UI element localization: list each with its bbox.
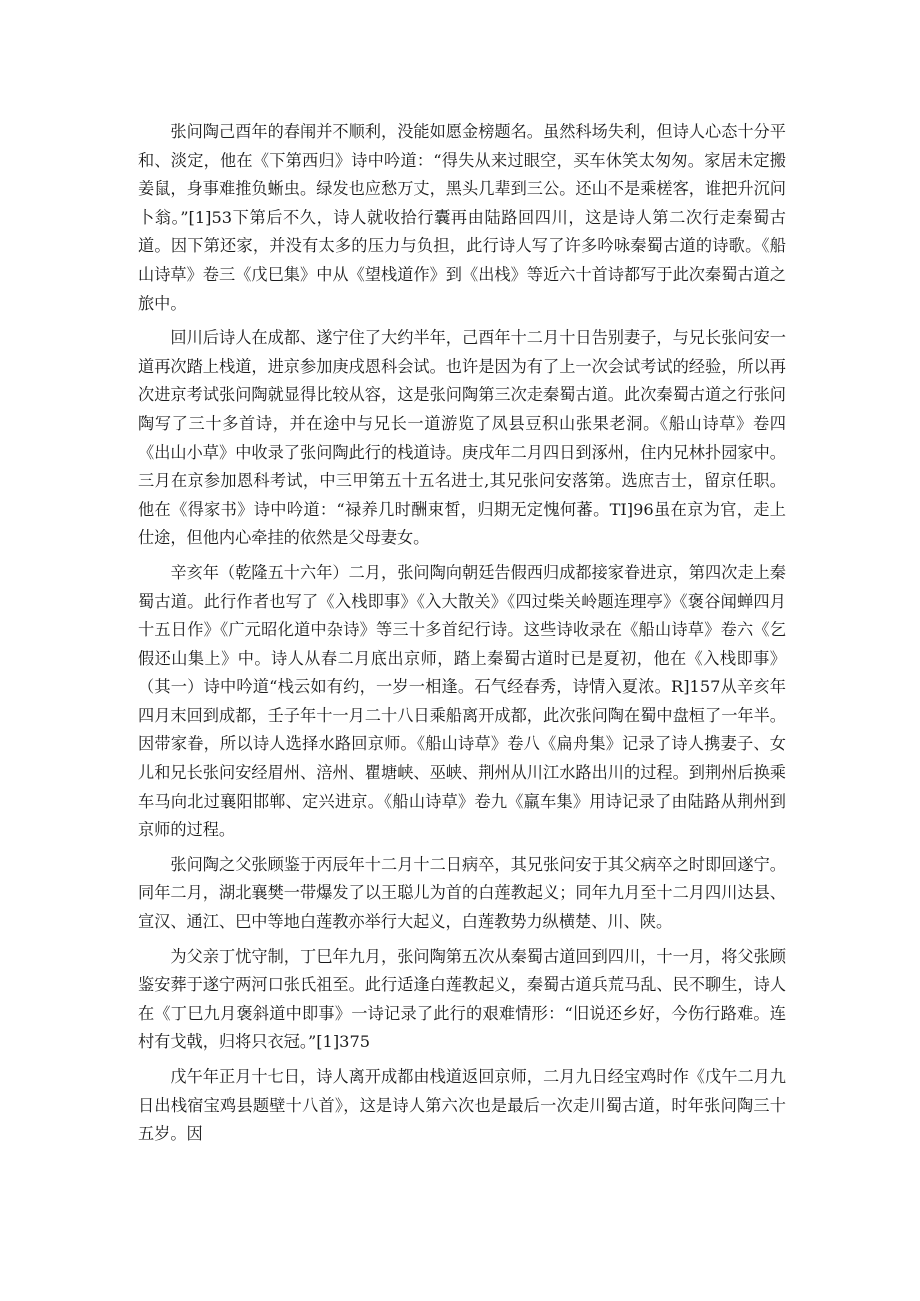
paragraph-3: 辛亥年（乾隆五十六年）二月，张问陶向朝廷告假西归成都接家眷进京，第四次走上秦蜀古道。此行作者也写了《入栈即事》《入大散关》《四过柴关岭题连理亭》《褒谷闻蝉四月十五日作》《广元昭化道中杂诗》等三十多首纪行诗。这些诗收录在《船山诗草》卷六《乞假还山集上》中。诗人从春二月底出京师，踏上秦蜀古道时已是夏初，他在《入栈即事》（其一）诗中吟道“栈云如有约，一岁一相逢。石气经春秀，诗情入夏浓。R]157从辛亥年四月末回到成都，壬子年十一月二十八日乘船离开成都，此次张问陶在蜀中盘桓了一年半。因带家眷，所以诗人选择水路回京师。《船山诗草》卷八《扁舟集》记录了诗人携妻子、女儿和兄长张问安经眉州、涪州、瞿塘峡、巫峡、荆州从川江水路出川的过程。到荆州后换乘车马向北过襄阳邯郸、定兴进京。《船山诗草》卷九《羸车集》用诗记录了由陆路从荆州到京师的过程。 xyxy=(138,562,786,840)
paragraph-5: 为父亲丁忧守制，丁巳年九月，张问陶第五次从秦蜀古道回到四川，十一月，将父张顾鉴安葬于遂宁两河口张氏祖至。此行适逢白莲教起义，秦蜀古道兵荒马乱、民不聊生，诗人在《丁巳九月褒斜道中即事》一诗记录了此行的艰难情形：“旧说还乡好，今伤行路难。连村有戈戟，归将只衣冠。”[1]375 xyxy=(138,946,786,1052)
paragraph-4: 张问陶之父张顾鉴于丙辰年十二月十二日病卒，其兄张问安于其父病卒之时即回遂宁。同年二月，湖北襄樊一带爆发了以王聪儿为首的白莲教起义；同年九月至十二月四川达县、宣汉、通江、巴中等地白莲教亦举行大起义，白莲教势力纵横楚、川、陕。 xyxy=(138,854,786,932)
paragraph-2: 回川后诗人在成都、遂宁住了大约半年，己酉年十二月十日告别妻子，与兄长张问安一道再次踏上栈道，进京参加庚戌恩科会试。也许是因为有了上一次会试考试的经验，所以再次进京考试张问陶就显得比较从容，这是张问陶第三次走秦蜀古道。此次秦蜀古道之行张问陶写了三十多首诗，并在途中与兄长一道游览了凤县豆积山张果老洞。《船山诗草》卷四《出山小草》中收录了张问陶此行的栈道诗。庚戌年二月四日到涿州，住内兄林扑园家中。三月在京参加恩科考试，中三甲第五十五名进士,其兄张问安落第。选庶吉士，留京任职。他在《得家书》诗中吟道：“禄养几时酬束皙，归期无定愧何蕃。TI]96虽在京为官，走上仕途，但他内心牵挂的依然是父母妻女。 xyxy=(138,328,786,548)
paragraph-6: 戊午年正月十七日，诗人离开成都由栈道返回京师，二月九日经宝鸡时作《戊午二月九日出栈宿宝鸡县题壁十八首》，这是诗人第六次也是最后一次走川蜀古道，时年张问陶三十五岁。因 xyxy=(138,1067,786,1144)
document-body xyxy=(138,118,786,1155)
paragraph-1: 张问陶己酉年的春闱并不顺利，没能如愿金榜题名。虽然科场失利，但诗人心态十分平和、淡定，他在《下第西归》诗中吟道：“得失从来过眼空，买车休笑太匆匆。家居未定搬姜鼠，身事难推负蜥虫。绿发也应愁万丈，黑头几辈到三公。还山不是乘槎客，谁把升沉问卜翁。”[1]53下第后不久，诗人就收拾行囊再由陆路回四川，这是诗人第二次行走秦蜀古道。因下第还家，并没有太多的压力与负担，此行诗人写了许多吟咏秦蜀古道的诗歌。《船山诗草》卷三《戊巳集》中从《望栈道作》到《出栈》等近六十首诗都写于此次秦蜀古道之旅中。 xyxy=(138,122,786,313)
